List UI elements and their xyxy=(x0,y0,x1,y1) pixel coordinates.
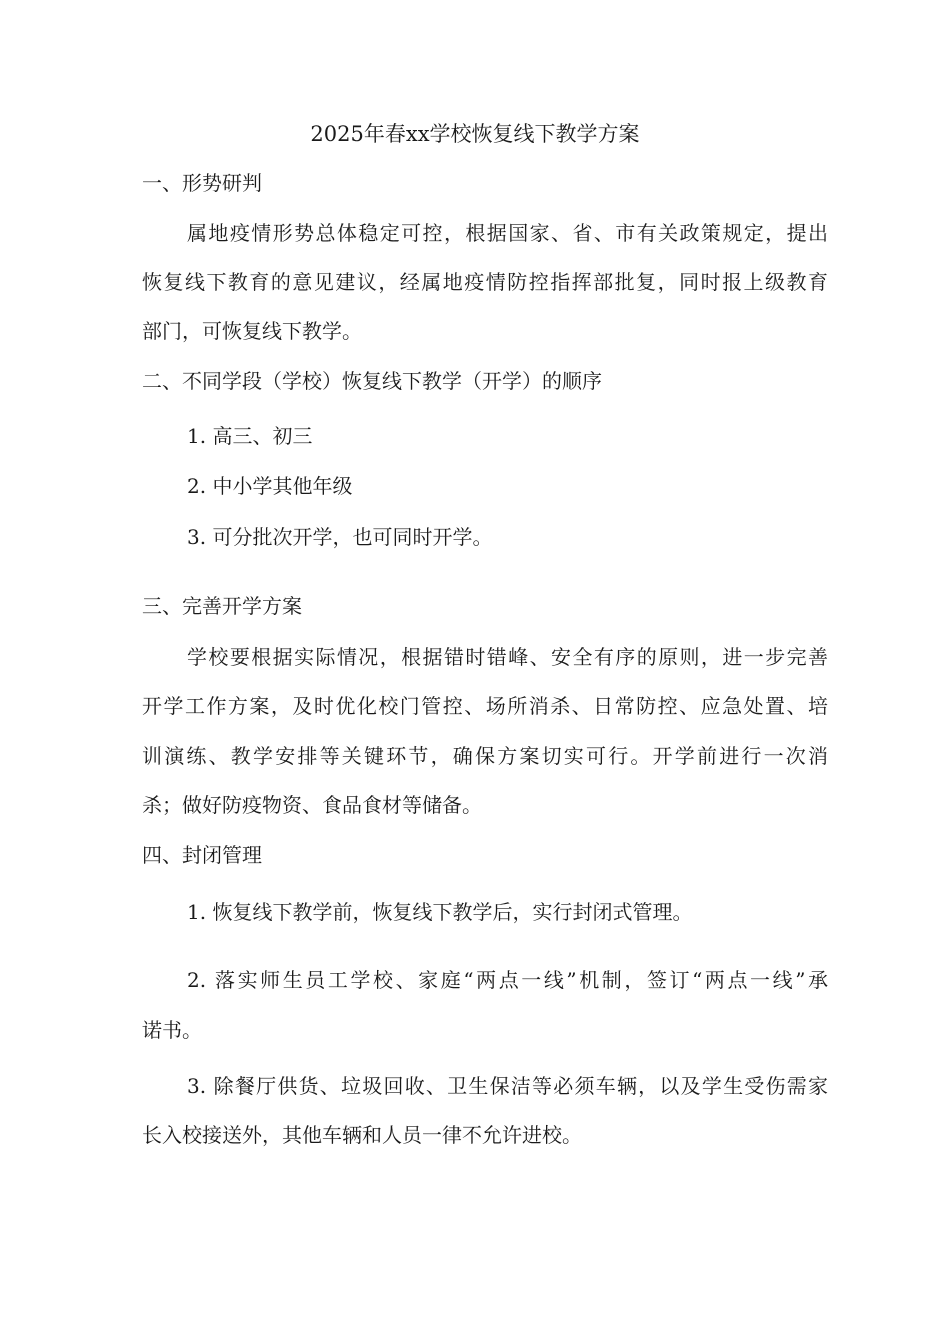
section-heading: 一、形势研判 xyxy=(142,171,262,195)
list-item: 2. 中小学其他年级 xyxy=(187,474,353,498)
paragraph-line: 属地疫情形势总体稳定可控，根据国家、省、市有关政策规定，提出 xyxy=(187,221,828,245)
list-item: 3. 除餐厅供货、垃圾回收、卫生保洁等必须车辆，以及学生受伤需家 xyxy=(187,1074,828,1098)
document-title: 2025年春xx学校恢复线下教学方案 xyxy=(310,122,640,146)
section-heading: 四、封闭管理 xyxy=(142,843,262,867)
paragraph-line: 杀；做好防疫物资、食品食材等储备。 xyxy=(142,793,482,817)
list-item-continuation: 长入校接送外，其他车辆和人员一律不允许进校。 xyxy=(142,1123,582,1147)
list-item: 1. 恢复线下教学前，恢复线下教学后，实行封闭式管理。 xyxy=(187,900,693,924)
list-item: 3. 可分批次开学，也可同时开学。 xyxy=(187,525,493,549)
paragraph-line: 恢复线下教育的意见建议，经属地疫情防控指挥部批复，同时报上级教育 xyxy=(142,270,828,294)
section-heading: 三、完善开学方案 xyxy=(142,594,302,618)
paragraph-line: 部门，可恢复线下教学。 xyxy=(142,319,362,343)
list-item-continuation: 诺书。 xyxy=(142,1018,202,1042)
list-item: 1. 高三、初三 xyxy=(187,424,313,448)
paragraph-line: 训演练、教学安排等关键环节，确保方案切实可行。开学前进行一次消 xyxy=(142,744,828,768)
paragraph-line: 学校要根据实际情况，根据错时错峰、安全有序的原则，进一步完善 xyxy=(187,645,828,669)
section-heading: 二、不同学段（学校）恢复线下教学（开学）的顺序 xyxy=(142,369,602,393)
paragraph-line: 开学工作方案，及时优化校门管控、场所消杀、日常防控、应急处置、培 xyxy=(142,694,828,718)
list-item: 2. 落实师生员工学校、家庭“两点一线”机制，签订“两点一线”承 xyxy=(187,968,828,992)
